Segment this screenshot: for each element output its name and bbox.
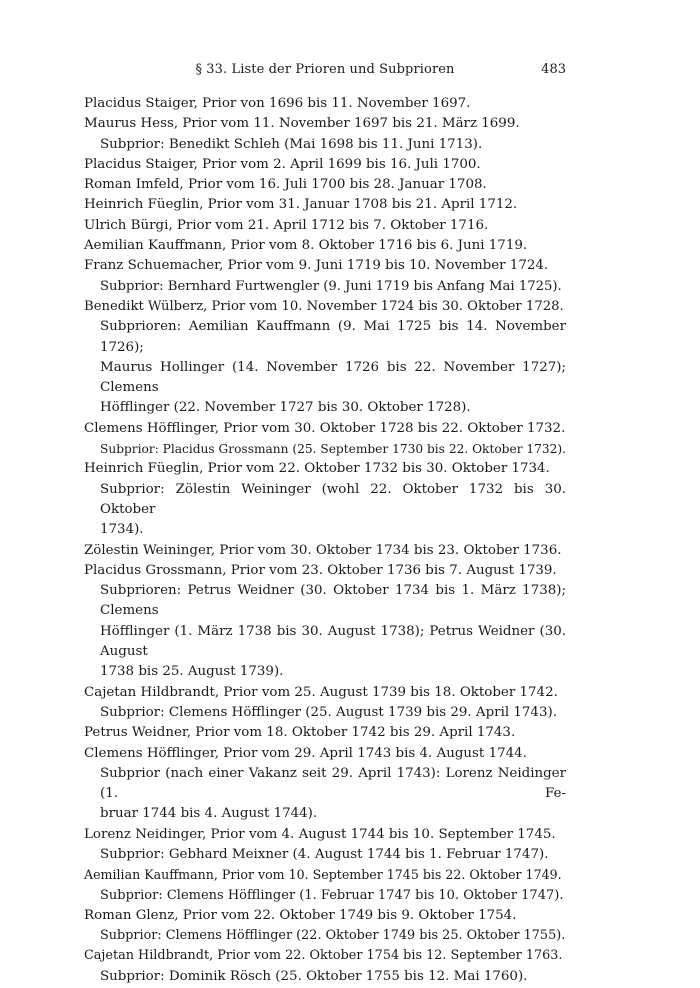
prior-line: Clemens Höfflinger, Prior vom 30. Oktober 1728 bis 22. Oktober 1732.: [84, 420, 566, 436]
prior-line: Heinrich Füeglin, Prior vom 22. Oktober 1732 bis 30. Oktober 1734.: [84, 461, 550, 477]
subprior-line: bruar 1744 bis 4. August 1744).: [100, 806, 318, 822]
prior-list: [84, 94, 566, 987]
prior-line: Heinrich Füeglin, Prior vom 31. Januar 1708 bis 21. April 1712.: [84, 197, 518, 213]
prior-line: Lorenz Neidinger, Prior vom 4. August 1744 bis 10. September 1745.: [84, 826, 556, 842]
subprior-line: Subprior (nach einer Vakanz seit 29. April 1743): Lorenz Neidinger (1. Fe-: [100, 765, 566, 802]
subprior-line: Subprior: Clemens Höfflinger (22. Oktober 1749 bis 25. Oktober 1755).: [100, 928, 566, 944]
subprior-line: Subprior: Gebhard Meixner (4. August 1744 bis 1. Februar 1747).: [100, 846, 549, 862]
subprior-line: Subprior: Clemens Höfflinger (25. August 1739 bis 29. April 1743).: [100, 704, 557, 720]
page-number: 483: [541, 62, 566, 77]
subprior-line: Subprior: Clemens Höfflinger (1. Februar 1747 bis 10. Oktober 1747).: [100, 887, 564, 903]
prior-line: Aemilian Kauffmann, Prior vom 8. Oktober 1716 bis 6. Juni 1719.: [84, 238, 528, 254]
prior-line: Roman Glenz, Prior vom 22. Oktober 1749 bis 9. Oktober 1754.: [84, 907, 517, 923]
prior-line: Roman Imfeld, Prior vom 16. Juli 1700 bis 28. Januar 1708.: [84, 177, 487, 193]
prior-line: Aemilian Kauffmann, Prior vom 10. September 1745 bis 22. Oktober 1749.: [84, 867, 562, 883]
prior-line: Cajetan Hildbrandt, Prior vom 22. Oktober 1754 bis 12. September 1763.: [84, 948, 563, 964]
subprior-line: Subprioren: Aemilian Kauffmann (9. Mai 1725 bis 14. November 1726);: [100, 319, 566, 355]
prior-line: Benedikt Wülberz, Prior vom 10. November 1724 bis 30. Oktober 1728.: [84, 298, 564, 314]
prior-line: Placidus Grossmann, Prior vom 23. Oktober 1736 bis 7. August 1739.: [84, 562, 557, 578]
subprior-line: Maurus Hollinger (14. November 1726 bis 22. November 1727); Clemens: [100, 359, 566, 396]
subprior-line: 1738 bis 25. August 1739).: [100, 664, 284, 680]
subprior-line: 1734).: [100, 522, 144, 538]
prior-line: Placidus Staiger, Prior von 1696 bis 11. November 1697.: [84, 96, 471, 111]
prior-line: Zölestin Weininger, Prior vom 30. Oktober 1734 bis 23. Oktober 1736.: [84, 542, 562, 558]
prior-line: Franz Schuemacher, Prior vom 9. Juni 1719 bis 10. November 1724.: [84, 258, 549, 274]
prior-line: Cajetan Hildbrandt, Prior vom 25. August 1739 bis 18. Oktober 1742.: [84, 684, 558, 700]
subprior-line: Subprior: Placidus Grossmann (25. September 1730 bis 22. Oktober 1732).: [100, 442, 567, 457]
prior-line: Clemens Höfflinger, Prior vom 29. April 1743 bis 4. August 1744.: [84, 745, 527, 761]
running-title: § 33. Liste der Prioren und Subprioren: [195, 62, 455, 77]
prior-line: Ulrich Bürgi, Prior vom 21. April 1712 bis 7. Oktober 1716.: [84, 217, 489, 233]
subprior-line: Höfflinger (22. November 1727 bis 30. Oktober 1728).: [100, 400, 471, 416]
subprior-line: Subprior: Bernhard Furtwengler (9. Juni 1719 bis Anfang Mai 1725).: [100, 278, 562, 294]
prior-line: Maurus Hess, Prior vom 11. November 1697 bis 21. März 1699.: [84, 116, 520, 132]
subprior-line: Subprior: Benedikt Schleh (Mai 1698 bis 11. Juni 1713).: [100, 136, 483, 152]
prior-line: Petrus Weidner, Prior vom 18. Oktober 1742 bis 29. April 1743.: [84, 725, 516, 741]
prior-line: Placidus Staiger, Prior vom 2. April 1699 bis 16. Juli 1700.: [84, 156, 481, 172]
subprior-line: Subprioren: Petrus Weidner (30. Oktober 1734 bis 1. März 1738); Clemens: [100, 583, 566, 619]
subprior-line: Höfflinger (1. März 1738 bis 30. August 1738); Petrus Weidner (30. August: [100, 623, 566, 660]
subprior-line: Subprior: Dominik Rösch (25. Oktober 1755 bis 12. Mai 1760).: [100, 968, 528, 984]
running-head: [84, 62, 566, 82]
subprior-line: Subprior: Zölestin Weininger (wohl 22. Oktober 1732 bis 30. Oktober: [100, 481, 566, 517]
